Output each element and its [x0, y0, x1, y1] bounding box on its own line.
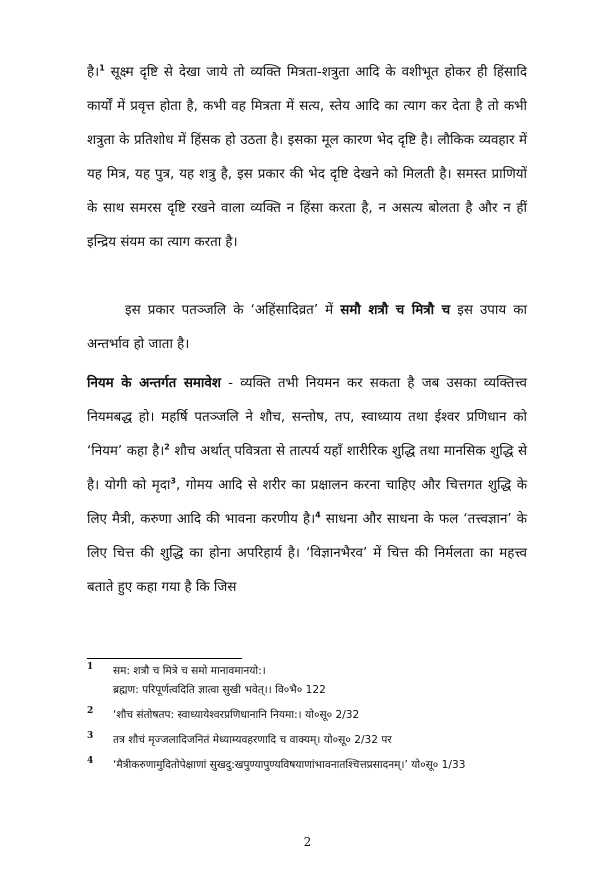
- paragraph-1-text-a: है।: [87, 65, 100, 80]
- footnote-line: ‘मैत्रीकरुणामुदितोपेक्षाणां सुखदु:खपुण्यापुण्यविषयाणांभावनातश्चित्तप्रसादनम्।’ यो०सू० 1/33: [113, 759, 466, 771]
- footnote-4: [87, 756, 537, 775]
- page-number: 2: [303, 835, 312, 849]
- footnote-number: 4: [87, 756, 94, 766]
- footnote-line: सम: शत्रौ च मित्रे च समो मानावमानयो:।: [113, 665, 266, 677]
- footnote-3: [87, 731, 537, 750]
- footnote-number: 3: [87, 731, 94, 741]
- section-heading: नियम के अन्तर्गत समावेश: [87, 376, 221, 391]
- footnotes: [87, 662, 537, 781]
- paragraph-2-bold-phrase: समौ शत्रौ च मित्रौ च: [340, 303, 451, 318]
- paragraph-3-text-a: - व्यक्ति तभी नियमन कर सकता है जब उसका व्यक्तित्त्व नियमबद्ध हो। महर्षि पतञ्जलि ने शौच, सन्तोष, तप, स्वाध्याय तथा ईश्वर प्रणिधान को ‘नियम’ कहा है।: [87, 376, 527, 459]
- footnote-ref-1: 1: [99, 63, 105, 73]
- footnote-number: 2: [87, 706, 94, 716]
- paragraph-2-text-a: इस प्रकार पतञ्जलि के ‘अहिंसादिव्रत’ में: [125, 303, 341, 318]
- footnote-line: ब्रह्मण: परिपूर्णत्वदिति ज्ञात्वा सुखी भवेत्।। वि०भै० 122: [113, 684, 326, 696]
- paragraph-2: [87, 294, 527, 362]
- paragraph-3-text-c: , गोमय आदि से शरीर का प्रक्षालन करना चाहिए और चित्तगत शुद्धि के लिए मैत्री, करुणा आदि की भावना करणीय है।: [87, 478, 527, 527]
- footnote-line: तत्र शौचं मृज्जलादिजनितं मेध्याम्यवहरणादि च वाक्यम्। यो०सू० 2/32 पर: [113, 734, 392, 746]
- footnote-ref-4: 4: [315, 510, 321, 520]
- paragraph-2-text-b: इस उपाय का अन्तर्भाव हो जाता है।: [87, 303, 527, 352]
- footnote-1: [87, 662, 537, 700]
- paragraph-3: [87, 367, 527, 605]
- footnote-ref-3: 3: [170, 476, 176, 486]
- paragraph-1: [87, 56, 527, 260]
- paragraph-3-text-b: शौच अर्थात् पवित्रता से तात्पर्य यहाँ शारीरिक शुद्धि तथा मानसिक शुद्धि से है। योगी को मृदा: [87, 444, 527, 493]
- footnote-2: [87, 706, 537, 725]
- footnote-divider: [87, 658, 242, 659]
- footnote-line: ‘शौच संतोषतप: स्वाध्यायेश्वरप्रणिधानानि नियमा:। यो०सू० 2/32: [113, 709, 360, 721]
- paragraph-3-text-d: साधना और साधना के फल ‘तत्त्वज्ञान’ के लिए चित्त की शुद्धि का होना अपरिहार्य है। ‘विज्ञानभैरव’ में चित्त की निर्मलता का महत्त्व बताते हुए कहा गया है कि जिस: [87, 512, 527, 595]
- footnote-number: 1: [87, 662, 94, 672]
- paragraph-1-text-b: सूक्ष्म दृष्टि से देखा जाये तो व्यक्ति मित्रता-शत्रुता आदि के वशीभूत होकर ही हिंसादि कार्यों में प्रवृत्त होता है, कभी वह मित्रता में सत्य, स्तेय आदि का त्याग कर देता है तो कभी शत्रुता के प्रतिशोध में हिंसक हो उठता है। इसका मूल कारण भेद दृष्टि है। लौकिक व्यवहार में यह मित्र, यह पुत्र, यह शत्रु है, इस प्रकार की भेद दृष्टि देखने को मिलती है। समस्त प्राणियों के साथ समरस दृष्टि रखने वाला व्यक्ति न हिंसा करता है, न असत्य बोलता है और न हीं इन्द्रिय संयम का त्याग करता है।: [87, 65, 527, 250]
- footnote-ref-2: 2: [164, 442, 170, 452]
